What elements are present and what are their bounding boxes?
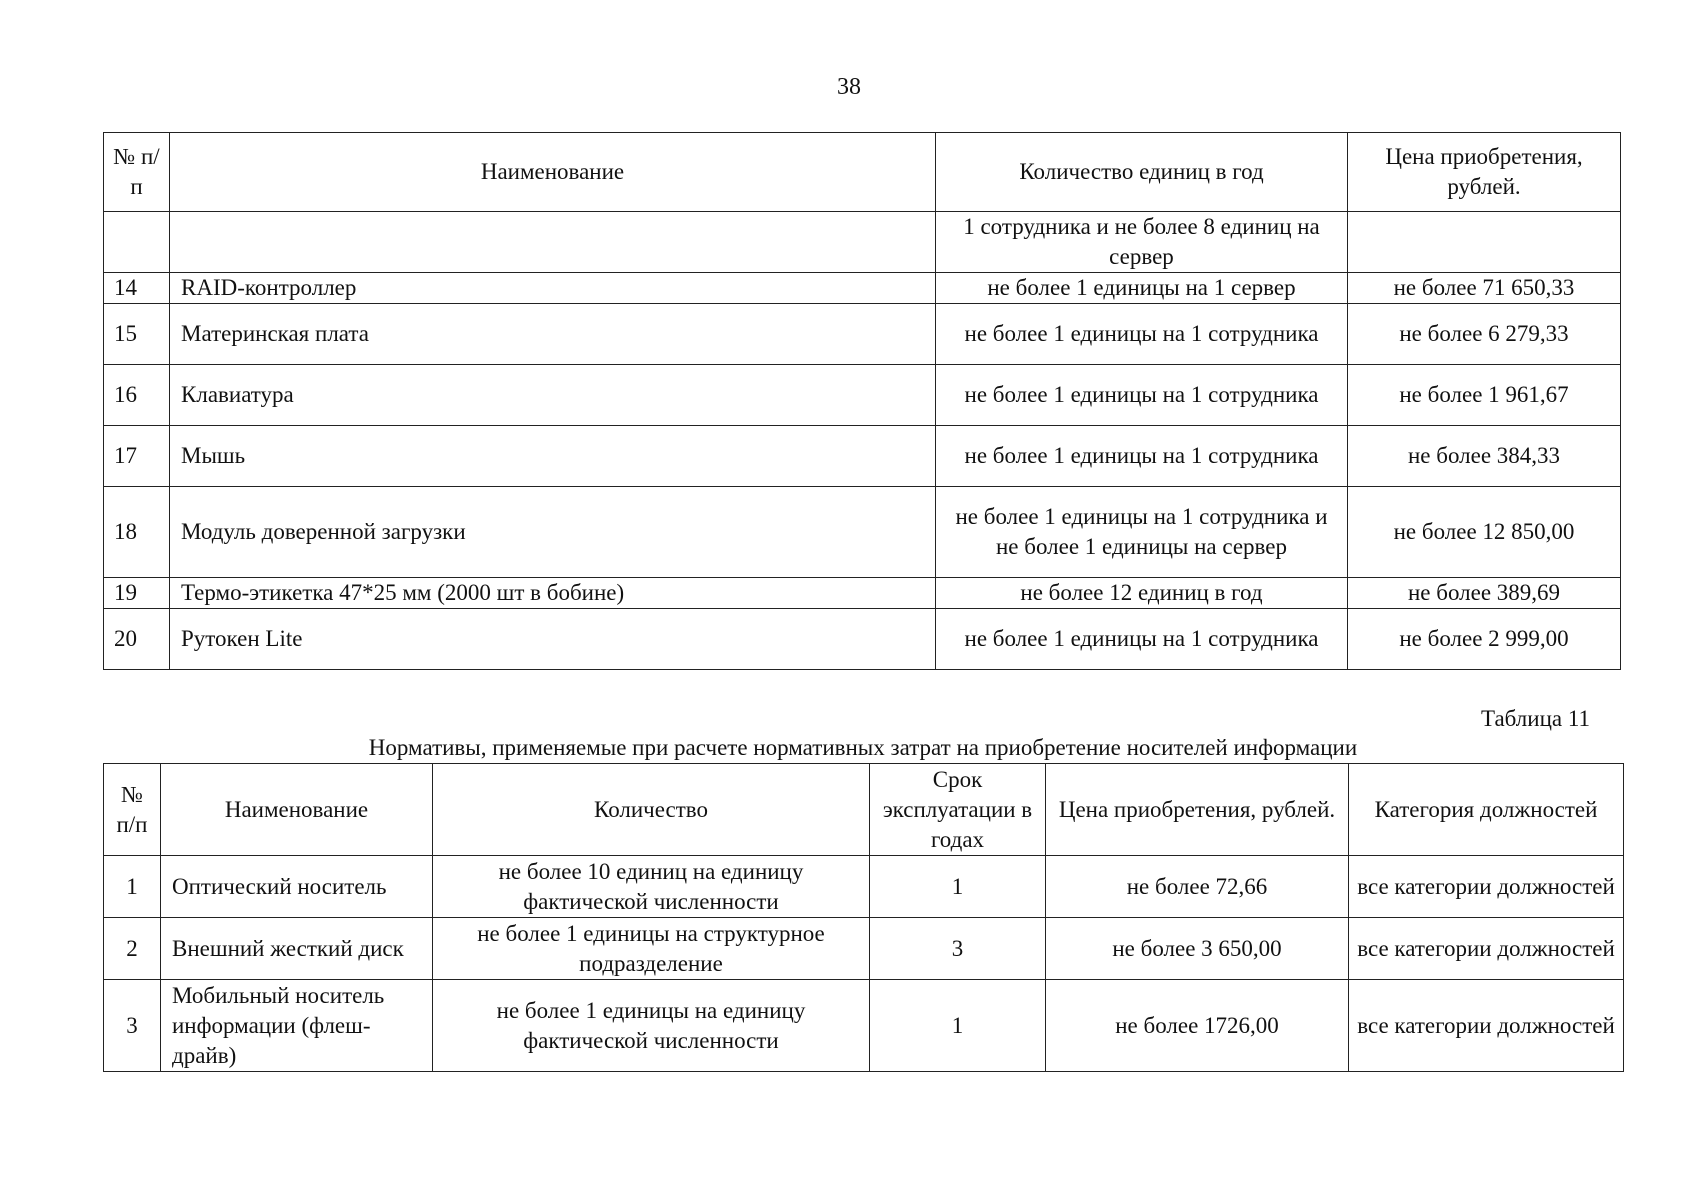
row-quantity: не более 12 единиц в год — [936, 578, 1348, 609]
row-name — [170, 212, 936, 273]
row-quantity: не более 1 единицы на 1 сотрудника — [936, 304, 1348, 365]
row-quantity: не более 1 единицы на 1 сотрудника — [936, 426, 1348, 487]
equipment-table — [103, 132, 1621, 670]
header-price: Цена приобретения, рублей. — [1348, 133, 1621, 212]
row-name: Модуль доверенной загрузки — [170, 487, 936, 578]
row-term: 1 — [870, 856, 1046, 918]
row-price: не более 6 279,33 — [1348, 304, 1621, 365]
row-name: Материнская плата — [170, 304, 936, 365]
row-name: Термо-этикетка 47*25 мм (2000 шт в бобине) — [170, 578, 936, 609]
header-term: Срок эксплуатации в годах — [870, 764, 1046, 856]
row-num: 14 — [104, 273, 170, 304]
table-row — [104, 578, 1621, 609]
row-num: 15 — [104, 304, 170, 365]
row-num: 2 — [104, 918, 161, 980]
row-price: не более 72,66 — [1046, 856, 1349, 918]
table-title: Нормативы, применяемые при расчете нормативных затрат на приобретение носителей информации — [368, 735, 1358, 760]
row-num: 20 — [104, 609, 170, 670]
row-category: все категории должностей — [1349, 980, 1624, 1072]
header-category: Категория должностей — [1349, 764, 1624, 856]
header-quantity: Количество — [433, 764, 870, 856]
table-header-row — [104, 764, 1624, 856]
row-name: Мышь — [170, 426, 936, 487]
row-price: не более 384,33 — [1348, 426, 1621, 487]
table-row — [104, 918, 1624, 980]
row-name: Клавиатура — [170, 365, 936, 426]
row-quantity: не более 1 единицы на 1 сотрудника и не более 1 единицы на сервер — [936, 487, 1348, 578]
header-name: Наименование — [170, 133, 936, 212]
table-caption: Таблица 11 — [1480, 706, 1590, 731]
row-num — [104, 212, 170, 273]
table-row — [104, 304, 1621, 365]
row-num: 1 — [104, 856, 161, 918]
row-num: 19 — [104, 578, 170, 609]
row-num: 16 — [104, 365, 170, 426]
page-number: 38 — [837, 74, 861, 100]
row-price: не более 71 650,33 — [1348, 273, 1621, 304]
row-quantity: не более 1 единицы на 1 сотрудника — [936, 609, 1348, 670]
row-quantity: не более 1 единицы на структурное подразделение — [433, 918, 870, 980]
row-price: не более 1726,00 — [1046, 980, 1349, 1072]
row-quantity: не более 1 единицы на 1 сотрудника — [936, 365, 1348, 426]
table-row — [104, 365, 1621, 426]
row-price: не более 2 999,00 — [1348, 609, 1621, 670]
row-num: 17 — [104, 426, 170, 487]
row-quantity: 1 сотрудника и не более 8 единиц на сервер — [936, 212, 1348, 273]
row-name: Оптический носитель — [161, 856, 433, 918]
row-name: Внешний жесткий диск — [161, 918, 433, 980]
header-num: № п/п — [104, 764, 161, 856]
row-num: 3 — [104, 980, 161, 1072]
row-term: 1 — [870, 980, 1046, 1072]
row-price: не более 12 850,00 — [1348, 487, 1621, 578]
row-quantity: не более 10 единиц на единицу фактической численности — [433, 856, 870, 918]
row-name: Рутокен Lite — [170, 609, 936, 670]
storage-media-table — [103, 763, 1624, 1072]
row-category: все категории должностей — [1349, 856, 1624, 918]
table-row — [104, 212, 1621, 273]
table-row — [104, 426, 1621, 487]
row-price: не более 389,69 — [1348, 578, 1621, 609]
table-row — [104, 273, 1621, 304]
row-name: RAID-контроллер — [170, 273, 936, 304]
row-price: не более 3 650,00 — [1046, 918, 1349, 980]
row-category: все категории должностей — [1349, 918, 1624, 980]
row-num: 18 — [104, 487, 170, 578]
table-row — [104, 487, 1621, 578]
table-row — [104, 609, 1621, 670]
row-name: Мобильный носитель информации (флеш-драйв) — [161, 980, 433, 1072]
table-header-row — [104, 133, 1621, 212]
row-price — [1348, 212, 1621, 273]
row-term: 3 — [870, 918, 1046, 980]
header-quantity: Количество единиц в год — [936, 133, 1348, 212]
table-row — [104, 856, 1624, 918]
row-price: не более 1 961,67 — [1348, 365, 1621, 426]
row-quantity: не более 1 единицы на 1 сервер — [936, 273, 1348, 304]
header-price: Цена приобретения, рублей. — [1046, 764, 1349, 856]
header-num: № п/п — [104, 133, 170, 212]
row-quantity: не более 1 единицы на единицу фактической численности — [433, 980, 870, 1072]
header-name: Наименование — [161, 764, 433, 856]
table-row — [104, 980, 1624, 1072]
